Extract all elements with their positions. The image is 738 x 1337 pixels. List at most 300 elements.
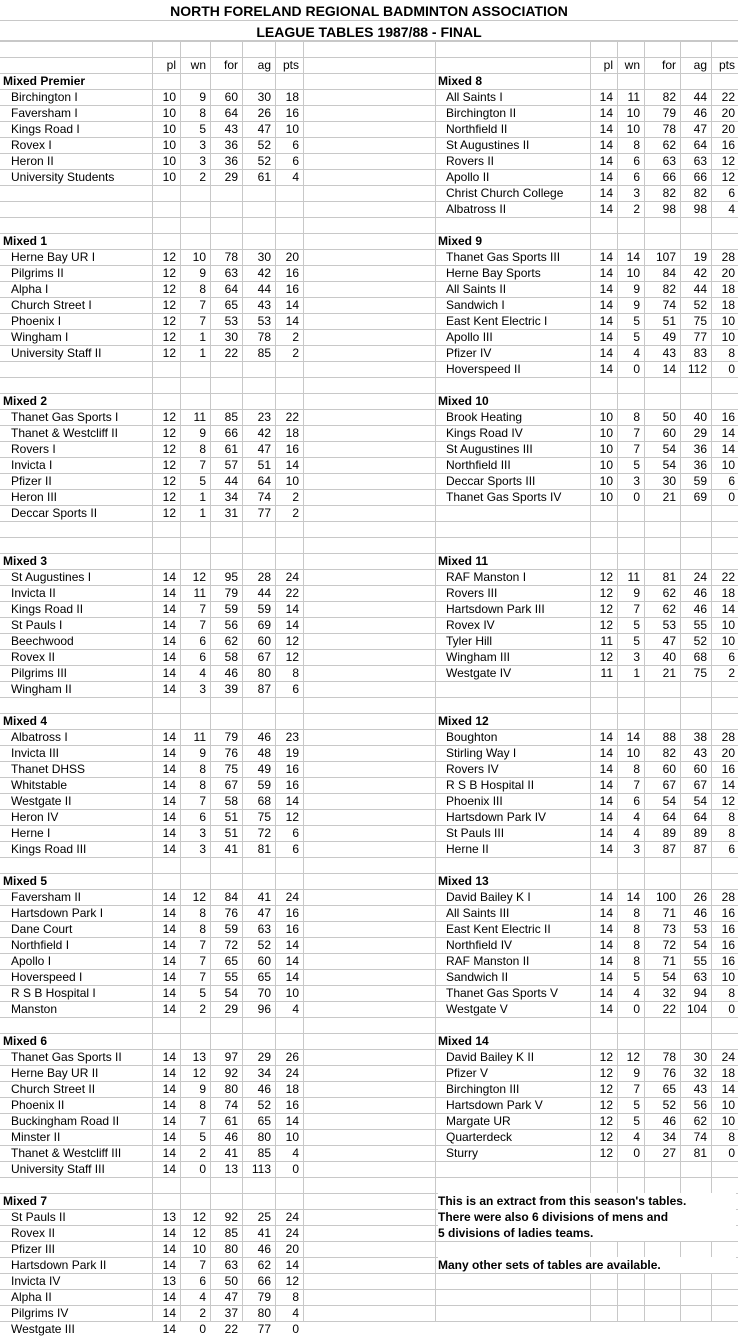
team-name: Rovex IV	[446, 618, 495, 632]
team-name: Herne Bay Sports	[446, 266, 541, 280]
team-name: Rovex II	[11, 1226, 56, 1240]
grid-row-line	[0, 1177, 738, 1178]
stat-points: 2	[292, 330, 299, 344]
stat-for: 76	[662, 1066, 676, 1080]
stat-for: 67	[224, 778, 238, 792]
stat-played: 14	[599, 122, 613, 136]
stat-for: 63	[224, 1258, 238, 1272]
right-header-wn: wn	[624, 58, 640, 72]
stat-won: 7	[199, 298, 206, 312]
stat-for: 66	[662, 170, 676, 184]
stat-won: 6	[199, 650, 206, 664]
stat-against: 74	[693, 1130, 707, 1144]
team-name: Thanet Gas Sports I	[11, 410, 119, 424]
stat-for: 41	[224, 842, 238, 856]
team-name: Heron III	[11, 490, 58, 504]
stat-against: 63	[257, 922, 271, 936]
division-title: Mixed 2	[3, 394, 48, 408]
team-name: Church Street I	[11, 298, 92, 312]
stat-won: 5	[633, 634, 640, 648]
stat-won: 10	[626, 266, 640, 280]
stat-won: 0	[199, 1322, 206, 1336]
stat-played: 14	[162, 1002, 176, 1016]
stat-won: 7	[633, 602, 640, 616]
stat-against: 80	[257, 1130, 271, 1144]
team-name: Hartsdown Park V	[446, 1098, 543, 1112]
stat-points: 18	[285, 90, 299, 104]
stat-points: 20	[721, 122, 735, 136]
stat-for: 63	[224, 266, 238, 280]
stat-against: 44	[257, 586, 271, 600]
stat-for: 36	[224, 154, 238, 168]
stat-for: 41	[224, 1146, 238, 1160]
stat-points: 10	[285, 986, 299, 1000]
stat-won: 9	[633, 298, 640, 312]
stat-points: 6	[728, 650, 735, 664]
stat-won: 7	[633, 442, 640, 456]
stat-won: 3	[199, 842, 206, 856]
team-name: Wingham III	[446, 650, 511, 664]
team-name: Northfield IV	[446, 938, 513, 952]
stat-against: 83	[693, 346, 707, 360]
stat-against: 28	[257, 570, 271, 584]
stat-won: 14	[626, 250, 640, 264]
stat-for: 85	[224, 410, 238, 424]
team-name: Sandwich I	[446, 298, 505, 312]
stat-points: 23	[285, 730, 299, 744]
stat-won: 7	[199, 1258, 206, 1272]
stat-against: 25	[257, 1210, 271, 1224]
team-name: Christ Church College	[446, 186, 564, 200]
stat-for: 22	[662, 1002, 676, 1016]
stat-played: 10	[162, 138, 176, 152]
stat-played: 12	[162, 442, 176, 456]
stat-points: 12	[285, 650, 299, 664]
team-name: St Augustines II	[446, 138, 530, 152]
stat-won: 1	[199, 490, 206, 504]
stat-against: 32	[693, 1066, 707, 1080]
stat-won: 7	[633, 1082, 640, 1096]
stat-points: 20	[285, 1242, 299, 1256]
stat-for: 100	[655, 890, 676, 904]
stat-played: 12	[599, 1066, 613, 1080]
stat-played: 14	[162, 970, 176, 984]
stat-played: 14	[162, 1098, 176, 1112]
team-name: Sturry	[446, 1146, 479, 1160]
stat-won: 4	[633, 986, 640, 1000]
stat-played: 12	[599, 586, 613, 600]
stat-against: 62	[257, 1258, 271, 1272]
team-name: Hoverspeed II	[446, 362, 521, 376]
stat-for: 59	[224, 922, 238, 936]
stat-against: 63	[693, 970, 707, 984]
stat-won: 12	[192, 1066, 206, 1080]
stat-won: 8	[199, 922, 206, 936]
stat-against: 85	[257, 1146, 271, 1160]
stat-won: 8	[633, 138, 640, 152]
stat-won: 8	[633, 762, 640, 776]
team-name: R S B Hospital I	[11, 986, 96, 1000]
stat-played: 12	[599, 618, 613, 632]
grid-row-line	[0, 537, 738, 538]
division-title: Mixed 6	[3, 1034, 48, 1048]
stat-points: 0	[292, 1162, 299, 1176]
stat-points: 18	[721, 298, 735, 312]
stat-played: 14	[599, 106, 613, 120]
stat-for: 13	[224, 1162, 238, 1176]
team-name: Hartsdown Park I	[11, 906, 104, 920]
stat-against: 46	[693, 586, 707, 600]
stat-played: 14	[599, 730, 613, 744]
stat-won: 3	[199, 826, 206, 840]
team-name: Albatross II	[446, 202, 507, 216]
stat-for: 61	[224, 442, 238, 456]
stat-points: 20	[285, 250, 299, 264]
stat-won: 3	[199, 154, 206, 168]
stat-played: 14	[599, 170, 613, 184]
stat-points: 20	[721, 106, 735, 120]
stat-won: 8	[633, 906, 640, 920]
team-name: Westgate V	[446, 1002, 508, 1016]
stat-won: 8	[199, 778, 206, 792]
stat-points: 16	[285, 282, 299, 296]
stat-points: 0	[728, 1002, 735, 1016]
stat-against: 56	[693, 1098, 707, 1112]
stat-for: 30	[662, 474, 676, 488]
stat-points: 16	[721, 954, 735, 968]
stat-points: 16	[285, 762, 299, 776]
stat-played: 12	[599, 1130, 613, 1144]
team-name: Alpha II	[11, 1290, 52, 1304]
stat-against: 59	[257, 778, 271, 792]
team-name: Dane Court	[11, 922, 73, 936]
stat-won: 0	[633, 1146, 640, 1160]
team-name: All Saints III	[446, 906, 510, 920]
stat-for: 71	[662, 954, 676, 968]
stat-played: 13	[162, 1274, 176, 1288]
stat-for: 27	[662, 1146, 676, 1160]
team-name: Hartsdown Park IV	[446, 810, 547, 824]
stat-points: 22	[721, 90, 735, 104]
stat-played: 14	[599, 250, 613, 264]
stat-points: 12	[721, 170, 735, 184]
stat-for: 60	[224, 90, 238, 104]
stat-for: 62	[224, 634, 238, 648]
stat-against: 34	[257, 1066, 271, 1080]
team-name: Albatross I	[11, 730, 68, 744]
stat-points: 28	[721, 250, 735, 264]
stat-points: 2	[292, 346, 299, 360]
stat-points: 6	[292, 154, 299, 168]
right-header-for: for	[661, 58, 676, 72]
stat-won: 3	[633, 474, 640, 488]
stat-against: 44	[257, 282, 271, 296]
stat-won: 8	[633, 938, 640, 952]
team-name: Sandwich II	[446, 970, 509, 984]
stat-won: 3	[633, 650, 640, 664]
stat-against: 46	[693, 106, 707, 120]
stat-for: 58	[224, 794, 238, 808]
stat-points: 8	[728, 986, 735, 1000]
stat-against: 69	[257, 618, 271, 632]
stat-against: 52	[257, 1098, 271, 1112]
stat-against: 23	[257, 410, 271, 424]
stat-points: 14	[285, 618, 299, 632]
stat-won: 8	[199, 1098, 206, 1112]
stat-against: 80	[257, 1306, 271, 1320]
grid-row-line	[0, 857, 738, 858]
stat-for: 53	[662, 618, 676, 632]
stat-points: 8	[728, 346, 735, 360]
stat-for: 64	[224, 106, 238, 120]
stat-for: 37	[224, 1306, 238, 1320]
team-name: Rovers IV	[446, 762, 499, 776]
stat-won: 5	[199, 986, 206, 1000]
division-title: Mixed Premier	[3, 74, 86, 88]
stat-points: 0	[292, 1322, 299, 1336]
stat-for: 32	[662, 986, 676, 1000]
stat-against: 60	[257, 954, 271, 968]
team-name: Brook Heating	[446, 410, 523, 424]
team-name: St Augustines I	[11, 570, 92, 584]
team-name: Beechwood	[11, 634, 74, 648]
stat-points: 16	[285, 106, 299, 120]
team-name: Herne Bay UR I	[11, 250, 96, 264]
grid-row-line	[0, 41, 738, 42]
team-name: Quarterdeck	[446, 1130, 513, 1144]
stat-for: 78	[662, 1050, 676, 1064]
stat-won: 9	[633, 1066, 640, 1080]
stat-won: 4	[633, 810, 640, 824]
team-name: Kings Road III	[11, 842, 87, 856]
team-name: Church Street II	[11, 1082, 96, 1096]
stat-won: 3	[199, 682, 206, 696]
stat-points: 14	[721, 426, 735, 440]
stat-played: 14	[599, 922, 613, 936]
team-name: Thanet Gas Sports V	[446, 986, 559, 1000]
stat-won: 6	[633, 154, 640, 168]
team-name: David Bailey K I	[446, 890, 531, 904]
team-name: East Kent Electric I	[446, 314, 548, 328]
stat-points: 8	[728, 1130, 735, 1144]
stat-against: 78	[257, 330, 271, 344]
stat-played: 14	[162, 1114, 176, 1128]
stat-against: 77	[257, 506, 271, 520]
stat-points: 14	[285, 954, 299, 968]
stat-for: 80	[224, 1082, 238, 1096]
stat-won: 11	[193, 586, 206, 600]
stat-played: 14	[599, 362, 613, 376]
stat-for: 59	[224, 602, 238, 616]
stat-against: 30	[257, 90, 271, 104]
stat-won: 4	[633, 346, 640, 360]
stat-for: 95	[224, 570, 238, 584]
stat-played: 14	[162, 682, 176, 696]
stat-played: 14	[599, 154, 613, 168]
team-name: Westgate II	[11, 794, 72, 808]
stat-points: 8	[292, 666, 299, 680]
stat-played: 12	[599, 570, 613, 584]
stat-against: 53	[693, 922, 707, 936]
stat-points: 14	[285, 1258, 299, 1272]
stat-played: 14	[162, 890, 176, 904]
team-name: University Staff II	[11, 346, 102, 360]
stat-for: 54	[662, 458, 676, 472]
stat-for: 54	[662, 794, 676, 808]
team-name: Herne Bay UR II	[11, 1066, 99, 1080]
stat-won: 6	[199, 1274, 206, 1288]
stat-played: 12	[162, 314, 176, 328]
team-name: Herne II	[446, 842, 489, 856]
stat-played: 12	[599, 1050, 613, 1064]
stat-points: 8	[292, 1290, 299, 1304]
team-name: Deccar Sports II	[11, 506, 98, 520]
stat-against: 81	[257, 842, 271, 856]
stat-won: 5	[633, 330, 640, 344]
stat-points: 12	[285, 634, 299, 648]
page-title: NORTH FORELAND REGIONAL BADMINTON ASSOCIATION	[170, 3, 568, 19]
stat-for: 53	[224, 314, 238, 328]
stat-won: 9	[199, 426, 206, 440]
stat-won: 7	[199, 970, 206, 984]
stat-points: 26	[285, 1050, 299, 1064]
team-name: Invicta I	[11, 458, 53, 472]
stat-against: 68	[693, 650, 707, 664]
team-name: Stirling Way I	[446, 746, 517, 760]
stat-points: 16	[285, 1098, 299, 1112]
team-name: Thanet Gas Sports II	[11, 1050, 122, 1064]
division-title: Mixed 8	[438, 74, 483, 88]
team-name: Apollo I	[11, 954, 52, 968]
stat-points: 28	[721, 890, 735, 904]
stat-against: 43	[693, 746, 707, 760]
stat-against: 30	[257, 250, 271, 264]
stat-won: 11	[627, 570, 640, 584]
right-header-pl: pl	[603, 58, 613, 72]
stat-won: 1	[199, 346, 206, 360]
team-name: Hartsdown Park II	[11, 1258, 107, 1272]
stat-against: 48	[257, 746, 271, 760]
stat-for: 88	[662, 730, 676, 744]
stat-against: 59	[693, 474, 707, 488]
stat-won: 11	[193, 410, 206, 424]
stat-against: 79	[257, 1290, 271, 1304]
stat-won: 6	[199, 634, 206, 648]
team-name: St Pauls I	[11, 618, 63, 632]
grid-row-line	[0, 521, 738, 522]
stat-won: 5	[199, 1130, 206, 1144]
stat-points: 4	[292, 1002, 299, 1016]
stat-for: 58	[224, 650, 238, 664]
stat-won: 0	[633, 362, 640, 376]
stat-against: 82	[693, 186, 707, 200]
division-title: Mixed 12	[438, 714, 489, 728]
stat-points: 14	[285, 458, 299, 472]
stat-against: 54	[693, 938, 707, 952]
note-line: There were also 6 divisions of mens and	[438, 1209, 736, 1225]
stat-points: 2	[292, 490, 299, 504]
note-line: 5 divisions of ladies teams.	[438, 1225, 736, 1241]
stat-for: 66	[224, 426, 238, 440]
team-name: Westgate IV	[446, 666, 512, 680]
stat-played: 14	[599, 826, 613, 840]
stat-against: 87	[693, 842, 707, 856]
stat-against: 24	[693, 570, 707, 584]
stat-points: 4	[292, 1306, 299, 1320]
stat-won: 10	[192, 1242, 206, 1256]
team-name: Phoenix II	[11, 1098, 65, 1112]
stat-won: 7	[199, 954, 206, 968]
stat-won: 4	[633, 1130, 640, 1144]
team-name: Wingham II	[11, 682, 72, 696]
stat-for: 65	[662, 1082, 676, 1096]
stat-against: 19	[693, 250, 707, 264]
stat-won: 8	[199, 282, 206, 296]
stat-won: 5	[633, 458, 640, 472]
stat-against: 47	[693, 122, 707, 136]
stat-points: 24	[285, 570, 299, 584]
stat-points: 0	[728, 490, 735, 504]
division-title: Mixed 10	[438, 394, 489, 408]
stat-won: 5	[633, 314, 640, 328]
stat-points: 14	[285, 970, 299, 984]
stat-for: 64	[224, 282, 238, 296]
stat-for: 92	[224, 1066, 238, 1080]
stat-for: 51	[224, 810, 238, 824]
stat-won: 7	[199, 314, 206, 328]
stat-for: 56	[224, 618, 238, 632]
grid-row-line	[0, 20, 738, 21]
stat-for: 49	[662, 330, 676, 344]
stat-played: 14	[162, 1162, 176, 1176]
stat-played: 12	[162, 266, 176, 280]
stat-played: 12	[162, 474, 176, 488]
grid-row-line	[0, 1017, 738, 1018]
stat-for: 51	[662, 314, 676, 328]
team-name: Heron II	[11, 154, 54, 168]
stat-for: 74	[224, 1098, 238, 1112]
stat-points: 10	[285, 122, 299, 136]
team-name: Invicta IV	[11, 1274, 61, 1288]
stat-for: 82	[662, 90, 676, 104]
team-name: Pilgrims IV	[11, 1306, 69, 1320]
stat-for: 75	[224, 762, 238, 776]
stat-played: 12	[599, 1098, 613, 1112]
stat-for: 89	[662, 826, 676, 840]
team-name: Thanet Gas Sports III	[446, 250, 561, 264]
stat-played: 14	[162, 1082, 176, 1096]
stat-against: 75	[693, 314, 707, 328]
stat-for: 34	[224, 490, 238, 504]
stat-for: 30	[224, 330, 238, 344]
team-name: RAF Manston II	[446, 954, 530, 968]
stat-points: 24	[285, 1210, 299, 1224]
stat-for: 61	[224, 1114, 238, 1128]
team-name: Whitstable	[11, 778, 68, 792]
team-name: Northfield II	[446, 122, 508, 136]
stat-played: 12	[599, 650, 613, 664]
stat-against: 51	[257, 458, 271, 472]
stat-won: 12	[192, 890, 206, 904]
stat-won: 12	[192, 570, 206, 584]
stat-played: 10	[599, 442, 613, 456]
stat-for: 65	[224, 954, 238, 968]
stat-for: 62	[662, 586, 676, 600]
stat-against: 54	[693, 794, 707, 808]
stat-points: 8	[728, 810, 735, 824]
left-header-pts: pts	[282, 58, 299, 72]
stat-points: 0	[728, 1146, 735, 1160]
